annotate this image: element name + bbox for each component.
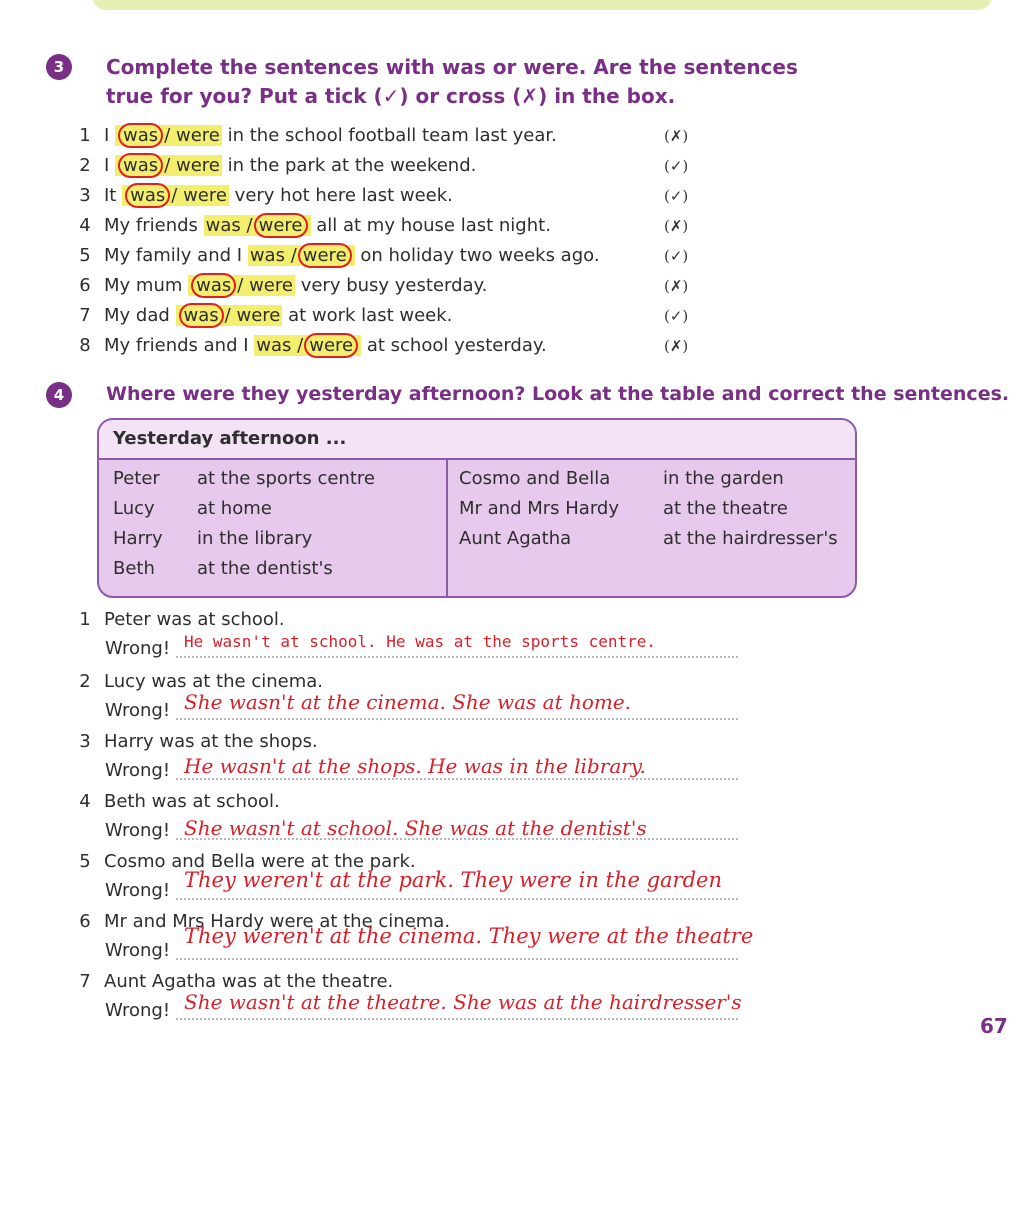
wrong-label: Wrong! bbox=[105, 820, 171, 841]
tick-cross-box[interactable]: (✓) bbox=[664, 157, 689, 175]
tick-cross-box[interactable]: (✓) bbox=[664, 247, 689, 265]
answer-circle-were: were bbox=[254, 213, 308, 238]
sentence-number: 2 bbox=[79, 155, 91, 176]
sentence-before: My dad bbox=[104, 305, 170, 326]
answer-circle-were: were bbox=[298, 243, 352, 268]
sentence-after: very busy yesterday. bbox=[300, 275, 488, 296]
sentence-number: 4 bbox=[79, 215, 91, 236]
sentence-after: at work last week. bbox=[288, 305, 453, 326]
answer-line[interactable] bbox=[176, 656, 738, 658]
wrong-label: Wrong! bbox=[105, 940, 171, 961]
question-row bbox=[74, 788, 954, 816]
tick-cross-box[interactable]: (✓) bbox=[664, 307, 689, 325]
handwritten-answer: They weren't at the park. They were in the garden bbox=[184, 868, 722, 892]
handwritten-answer: He wasn't at the shops. He was in the library. bbox=[184, 754, 646, 778]
exercise-4-number: 4 bbox=[46, 382, 72, 408]
handwritten-answer: She wasn't at the cinema. She was at home. bbox=[184, 690, 632, 714]
sentence-row bbox=[74, 121, 974, 151]
sentence-before: My mum bbox=[104, 275, 183, 296]
question-number: 6 bbox=[79, 911, 91, 932]
sentence-row bbox=[74, 181, 974, 211]
option-were: were bbox=[183, 185, 227, 206]
sentence-after: at school yesterday. bbox=[366, 335, 547, 356]
answer-line[interactable] bbox=[176, 718, 738, 720]
question-text: Beth was at school. bbox=[104, 791, 280, 812]
sentence-number: 6 bbox=[79, 275, 91, 296]
table-place: in the library bbox=[197, 528, 313, 549]
table-name: Lucy bbox=[113, 498, 155, 519]
table-place: at the hairdresser's bbox=[663, 528, 838, 549]
answer-line[interactable] bbox=[176, 778, 738, 780]
sentence-number: 5 bbox=[79, 245, 91, 266]
sentence-before: I bbox=[104, 155, 110, 176]
exercise-3-instruction-line1: Complete the sentences with was or were. Are the sentences bbox=[106, 55, 798, 79]
yesterday-afternoon-table bbox=[97, 418, 857, 598]
sentence-row bbox=[74, 301, 974, 331]
handwritten-answer: They weren't at the cinema. They were at the theatre bbox=[184, 924, 754, 948]
option-were: were bbox=[236, 305, 281, 326]
sentence-row bbox=[74, 271, 974, 301]
question-row bbox=[74, 606, 954, 634]
slash: / bbox=[290, 245, 297, 266]
slash: / bbox=[237, 275, 244, 296]
table-place: at the dentist's bbox=[197, 558, 333, 579]
table-place: at home bbox=[197, 498, 272, 519]
slash: / bbox=[171, 185, 178, 206]
option-was: was bbox=[256, 335, 292, 356]
top-color-band bbox=[92, 0, 992, 10]
sentence-row bbox=[74, 331, 974, 361]
table-name: Aunt Agatha bbox=[459, 528, 572, 549]
sentence-before: My family and I bbox=[104, 245, 243, 266]
table-name: Harry bbox=[113, 528, 163, 549]
option-was: was bbox=[249, 245, 285, 266]
option-was: was bbox=[205, 215, 241, 236]
exercise-3-instruction-line2: true for you? Put a tick (✓) or cross (✗) in the box. bbox=[106, 84, 676, 108]
table-name: Beth bbox=[113, 558, 155, 579]
answer-circle-was: was bbox=[118, 123, 163, 148]
question-number: 1 bbox=[79, 609, 91, 630]
question-number: 7 bbox=[79, 971, 91, 992]
question-row bbox=[74, 728, 954, 756]
answer-line[interactable] bbox=[176, 958, 738, 960]
question-text: Mr and Mrs Hardy were at the cinema. bbox=[104, 911, 451, 932]
tick-cross-box[interactable]: (✗) bbox=[664, 127, 689, 145]
question-text: Lucy was at the cinema. bbox=[104, 671, 323, 692]
option-were: were bbox=[249, 275, 293, 296]
sentence-number: 8 bbox=[79, 335, 91, 356]
answer-circle-was: was bbox=[179, 303, 224, 328]
sentence-before: My friends and I bbox=[104, 335, 249, 356]
sentence-row bbox=[74, 211, 974, 241]
table-name: Cosmo and Bella bbox=[459, 468, 611, 489]
tick-cross-box[interactable]: (✓) bbox=[664, 187, 689, 205]
page-number: 67 bbox=[980, 1014, 1008, 1038]
sentence-row bbox=[74, 241, 974, 271]
handwritten-answer: She wasn't at the theatre. She was at the hairdresser's bbox=[184, 990, 742, 1014]
table-divider bbox=[446, 460, 448, 596]
option-were: were bbox=[176, 155, 220, 176]
table-name: Peter bbox=[113, 468, 160, 489]
slash: / bbox=[224, 305, 231, 326]
sentence-before: My friends bbox=[104, 215, 198, 236]
question-text: Cosmo and Bella were at the park. bbox=[104, 851, 416, 872]
handwritten-answer: She wasn't at school. She was at the dentist's bbox=[184, 816, 647, 840]
table-name: Mr and Mrs Hardy bbox=[459, 498, 619, 519]
sentence-after: in the park at the weekend. bbox=[227, 155, 477, 176]
sentence-before: I bbox=[104, 125, 110, 146]
sentence-after: very hot here last week. bbox=[234, 185, 453, 206]
answer-circle-was: was bbox=[118, 153, 163, 178]
table-place: in the garden bbox=[663, 468, 784, 489]
slash: / bbox=[246, 215, 253, 236]
exercise-4-instruction: Where were they yesterday afternoon? Look at the table and correct the sentences. bbox=[106, 383, 1010, 405]
wrong-label: Wrong! bbox=[105, 638, 171, 659]
wrong-label: Wrong! bbox=[105, 1000, 171, 1021]
question-number: 4 bbox=[79, 791, 91, 812]
tick-cross-box[interactable]: (✗) bbox=[664, 277, 689, 295]
wrong-label: Wrong! bbox=[105, 760, 171, 781]
answer-circle-were: were bbox=[304, 333, 358, 358]
sentence-number: 3 bbox=[79, 185, 91, 206]
sentence-after: all at my house last night. bbox=[316, 215, 551, 236]
option-were: were bbox=[176, 125, 220, 146]
wrong-label: Wrong! bbox=[105, 880, 171, 901]
tick-cross-box[interactable]: (✗) bbox=[664, 337, 689, 355]
slash: / bbox=[297, 335, 304, 356]
sentence-number: 7 bbox=[79, 305, 91, 326]
question-text: Aunt Agatha was at the theatre. bbox=[104, 971, 394, 992]
sentence-number: 1 bbox=[79, 125, 91, 146]
slash: / bbox=[164, 125, 171, 146]
sentence-after: in the school football team last year. bbox=[227, 125, 557, 146]
answer-line[interactable] bbox=[176, 898, 738, 900]
exercise-3-number: 3 bbox=[46, 54, 72, 80]
handwritten-answer: He wasn't at school. He was at the sports centre. bbox=[184, 632, 657, 651]
sentence-row bbox=[74, 151, 974, 181]
tick-cross-box[interactable]: (✗) bbox=[664, 217, 689, 235]
table-place: at the sports centre bbox=[197, 468, 375, 489]
question-number: 3 bbox=[79, 731, 91, 752]
question-text: Harry was at the shops. bbox=[104, 731, 318, 752]
wrong-label: Wrong! bbox=[105, 700, 171, 721]
question-text: Peter was at school. bbox=[104, 609, 285, 630]
sentence-after: on holiday two weeks ago. bbox=[360, 245, 600, 266]
slash: / bbox=[164, 155, 171, 176]
table-place: at the theatre bbox=[663, 498, 788, 519]
answer-line[interactable] bbox=[176, 1018, 738, 1020]
answer-circle-was: was bbox=[125, 183, 170, 208]
table-title: Yesterday afternoon ... bbox=[99, 420, 855, 460]
answer-circle-was: was bbox=[191, 273, 236, 298]
sentence-before: It bbox=[104, 185, 117, 206]
question-number: 5 bbox=[79, 851, 91, 872]
question-number: 2 bbox=[79, 671, 91, 692]
